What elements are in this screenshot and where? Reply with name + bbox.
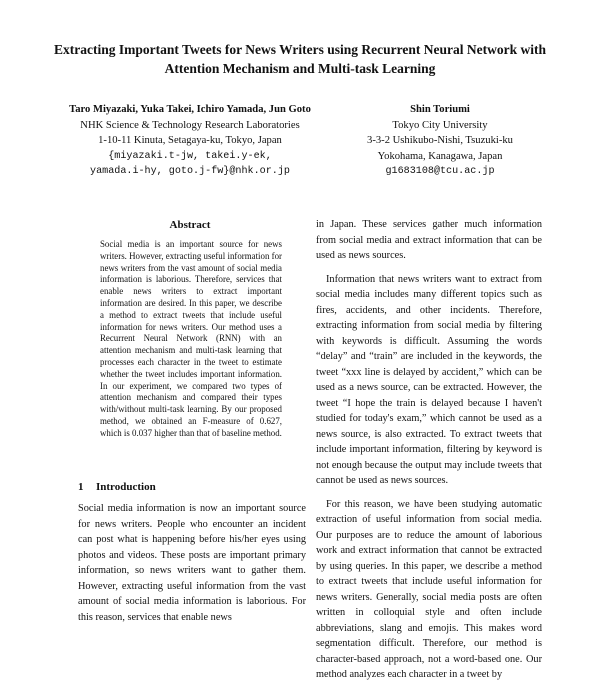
author-email: g1683108@tcu.ac.jp [385, 166, 495, 177]
section-heading [78, 481, 308, 493]
section-title: Introduction [96, 481, 156, 493]
author-email: {miyazaki.t-jw, takei.y-ek, [108, 150, 272, 162]
author-address: Yokohama, Kanagawa, Japan [377, 150, 503, 162]
author-affiliation: NHK Science & Technology Research Laboratories [80, 119, 300, 131]
paper-title: Extracting Important Tweets for News Writers using Recurrent Neural Network with Attention Mechanism and Multi-task Learning [54, 42, 546, 76]
author-address: 3-3-2 Ushikubo-Nishi, Tsuzuki-ku [367, 135, 513, 146]
left-column-body [78, 501, 306, 625]
body-paragraph: Social media information is now an important source for news writers. People who encounter an incident can post what is happening before his/her eyes using photos and videos. These posts are important primary information, so news writers want to gather them. However, extracting useful information from the vast amount of social media information is laborious. For this reason, services that enable news [78, 503, 306, 623]
author-address: 1-10-11 Kinuta, Setagaya-ku, Tokyo, Japan [98, 135, 282, 146]
author-block-tcu [340, 102, 540, 180]
author-block-nhk [40, 102, 340, 180]
abstract-text: Social media is an important source for news writers. However, extracting useful information for news writers from the vast amount of social media information is laborious. Therefore, services that enable news writers to extract important information are desired. In this paper, we describe a method to extract tweets that include useful information for news writers. Our method uses a Recurrent Neural Network (RNN) with an attention mechanism and multi-task learning that processes each character in the tweet to estimate whether the tweet includes important information. In our experiment, we compared two types of attention mechanism and compared their types with/without multi-task learning. By our proposed method, we obtained an F-measure of 0.627, which is 0.037 higher than that of baseline method. [100, 239, 282, 438]
body-paragraph: For this reason, we have been studying automatic extraction of useful information from social media. Our purposes are to reduce the amount of laborious work and extract information that cannot be extracted by using queries. In this paper, we describe a method to extract tweets that include useful information for news writers. Generally, social media posts are often written in colloquial style and often include abbreviations, slang and emojis. This makes word segmentation difficult. Therefore, our method is character-based approach, not a word-based one. Our method analyzes each character in a tweet by [316, 498, 542, 680]
section-number: 1 [78, 481, 84, 493]
right-column-body [316, 217, 542, 683]
author-names: Taro Miyazaki, Yuka Takei, Ichiro Yamada, Jun Goto [69, 104, 311, 115]
body-paragraph: Information that news writers want to extract from social media includes many different topics such as fires, accidents, and other incidents. Therefore, extracting information from social media by filtering with keywords is difficult. Assuming the words “delay” and “train” are included in the keywords, the tweet “xxx line is delayed by accident,” which can be used as a news source, can be extracted. However, the tweet “I hope the train is delayed because I haven't studied for today's exam,” which cannot be used as a news source, is also extracted. To extract tweets that include important information, filtering by keyword is not enough because the output may include tweets that cannot be used as news sources. [316, 273, 542, 486]
author-email: yamada.i-hy, goto.j-fw}@nhk.or.jp [90, 166, 290, 177]
abstract-heading: Abstract [169, 219, 211, 231]
author-names: Shin Toriumi [410, 104, 470, 115]
author-affiliation: Tokyo City University [392, 119, 488, 131]
body-paragraph: in Japan. These services gather much information from social media and extract information that can be used as news sources. [316, 219, 542, 261]
